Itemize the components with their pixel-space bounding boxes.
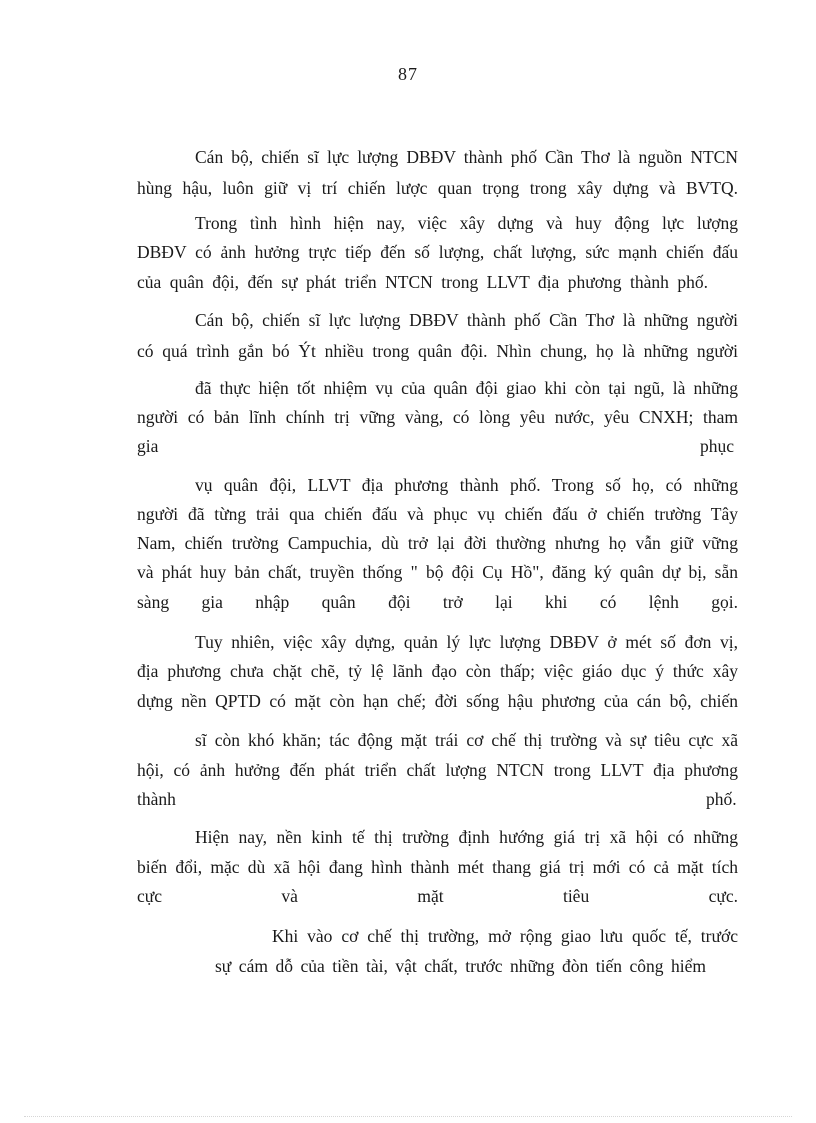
text-line: sự cám dỗ của tiền tài, vật chất, trước những đòn tiến công hiểm [215,956,706,976]
text-line: hội, có ảnh hưởng đến phát triển chất lượng NTCN trong LLVT địa phương [137,760,738,780]
text-line: Khi vào cơ chế thị trường, mở rộng giao lưu quốc tế, trước [272,926,738,946]
text-line: vụ quân đội, LLVT địa phương thành phố. Trong số họ, có những [195,475,738,495]
text-line: DBĐV có ảnh hưởng trực tiếp đến số lượng, chất lượng, sức mạnh chiến đấu [137,242,738,262]
text-line: đã thực hiện tốt nhiệm vụ của quân đội giao khi còn tại ngũ, là những [195,378,738,398]
text-line: Nam, chiến trường Campuchia, dù trở lại đời thường nhưng họ vẫn giữ vững [137,533,738,553]
text-line: phục [700,436,735,456]
text-line: gia [137,436,159,456]
text-line: hùng hậu, luôn giữ vị trí chiến lược quan trọng trong xây dựng và BVTQ. [137,178,738,198]
text-line: biến đổi, mặc dù xã hội đang hình thành mét thang giá trị mới có cả mặt tích [137,857,738,877]
text-line: sàng gia nhập quân đội trở lại khi có lệnh gọi. [137,592,738,612]
text-line: của quân đội, đến sự phát triển NTCN trong LLVT địa phương thành phố. [137,272,708,292]
text-line: dựng nền QPTD có mặt còn hạn chế; đời sống hậu phương của cán bộ, chiến [137,691,738,711]
text-line: và phát huy bản chất, truyền thống " bộ đội Cụ Hồ", đăng ký quân dự bị, sẵn [137,562,738,582]
text-line: Cán bộ, chiến sĩ lực lượng DBĐV thành phố Cần Thơ là những người [195,310,738,330]
text-line: Trong tình hình hiện nay, việc xây dựng và huy động lực lượng [195,213,738,233]
text-line: người có bản lĩnh chính trị vững vàng, có lòng yêu nước, yêu CNXH; tham [137,407,738,427]
text-line: Cán bộ, chiến sĩ lực lượng DBĐV thành phố Cần Thơ là nguồn NTCN [195,147,738,167]
text-line: người đã từng trải qua chiến đấu và phục vụ chiến đấu ở chiến trường Tây [137,504,738,524]
text-line: phố. [706,789,737,809]
text-line: sĩ còn khó khăn; tác động mặt trái cơ chế thị trường và sự tiêu cực xã [195,730,738,750]
text-line: thành [137,789,176,809]
page-number: 87 [398,64,418,84]
text-line: cực và mặt tiêu cực. [137,886,738,906]
text-line: địa phương chưa chặt chẽ, tỷ lệ lãnh đạo còn thấp; việc giáo dục ý thức xây [137,661,738,681]
text-line: Hiện nay, nền kinh tế thị trường định hướng giá trị xã hội có những [195,827,738,847]
page-bottom-divider [24,1116,792,1117]
text-line: có quá trình gắn bó Ýt nhiều trong quân đội. Nhìn chung, họ là những người [137,341,738,361]
text-line: Tuy nhiên, việc xây dựng, quản lý lực lượng DBĐV ở mét số đơn vị, [195,632,738,652]
